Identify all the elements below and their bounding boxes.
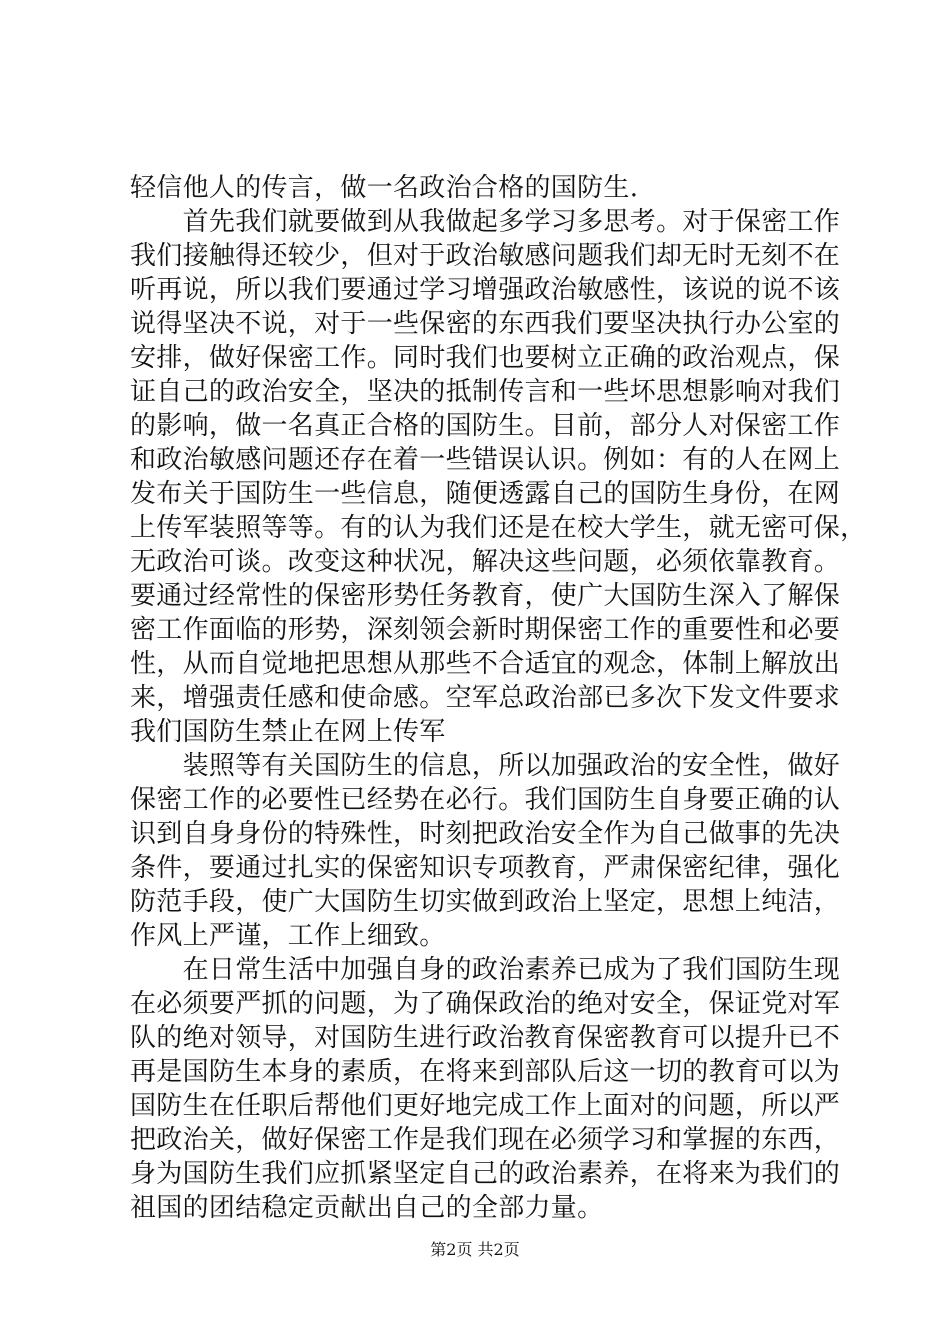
text-line: 作风上严谨，工作上细致。 xyxy=(130,921,446,951)
text-line: 安排，做好保密工作。同时我们也要树立正确的政治观点，保 xyxy=(130,343,841,373)
text-line: 把政治关，做好保密工作是我们现在必须学习和掌握的东西， xyxy=(130,1125,841,1155)
text-line: 和政治敏感问题还存在着一些错误认识。例如：有的人在网上 xyxy=(130,445,841,475)
text-line: 上传军装照等等。有的认为我们还是在校大学生，就无密可保， xyxy=(130,513,867,543)
text-line: 来，增强责任感和使命感。空军总政治部已多次下发文件要求 xyxy=(130,683,841,713)
text-line: 识到自身身份的特殊性，时刻把政治安全作为自己做事的先决 xyxy=(130,819,841,849)
text-line: 要通过经常性的保密形势任务教育，使广大国防生深入了解保 xyxy=(130,581,841,611)
text-line: 的影响，做一名真正合格的国防生。目前，部分人对保密工作 xyxy=(130,411,841,441)
text-line: 防范手段，使广大国防生切实做到政治上坚定，思想上纯洁， xyxy=(130,887,841,917)
text-line: 证自己的政治安全，坚决的抵制传言和一些坏思想影响对我们 xyxy=(130,377,841,407)
text-line: 说得坚决不说，对于一些保密的东西我们要坚决执行办公室的 xyxy=(130,309,841,339)
text-line: 我们接触得还较少，但对于政治敏感问题我们却无时无刻不在 xyxy=(130,241,841,271)
text-line: 再是国防生本身的素质，在将来到部队后这一切的教育可以为 xyxy=(130,1057,841,1087)
text-line: 装照等有关国防生的信息，所以加强政治的安全性，做好 xyxy=(130,751,841,781)
text-line: 在必须要严抓的问题，为了确保政治的绝对安全，保证党对军 xyxy=(130,989,841,1019)
text-line: 条件，要通过扎实的保密知识专项教育，严肃保密纪律，强化 xyxy=(130,853,841,883)
text-line: 在日常生活中加强自身的政治素养已成为了我们国防生现 xyxy=(130,955,841,985)
text-line: 发布关于国防生一些信息，随便透露自己的国防生身份，在网 xyxy=(130,479,841,509)
text-line: 保密工作的必要性已经势在必行。我们国防生自身要正确的认 xyxy=(130,785,841,815)
text-line: 队的绝对领导，对国防生进行政治教育保密教育可以提升已不 xyxy=(130,1023,841,1053)
text-line: 听再说，所以我们要通过学习增强政治敏感性，该说的说不该 xyxy=(130,275,841,305)
text-line: 国防生在任职后帮他们更好地完成工作上面对的问题，所以严 xyxy=(130,1091,841,1121)
page-number-footer: 第2页 共2页 xyxy=(430,1240,520,1259)
text-line: 我们国防生禁止在网上传军 xyxy=(130,717,446,747)
text-line: 性，从而自觉地把思想从那些不合适宜的观念，体制上解放出 xyxy=(130,649,841,679)
text-line: 首先我们就要做到从我做起多学习多思考。对于保密工作 xyxy=(130,207,841,237)
text-line: 身为国防生我们应抓紧坚定自己的政治素养，在将来为我们的 xyxy=(130,1159,841,1189)
text-line: 无政治可谈。改变这种状况，解决这些问题，必须依靠教育。 xyxy=(130,547,841,577)
text-line: 轻信他人的传言，做一名政治合格的国防生. xyxy=(130,173,639,203)
text-line: 密工作面临的形势，深刻领会新时期保密工作的重要性和必要 xyxy=(130,615,841,645)
text-line: 祖国的团结稳定贡献出自己的全部力量。 xyxy=(130,1193,604,1223)
